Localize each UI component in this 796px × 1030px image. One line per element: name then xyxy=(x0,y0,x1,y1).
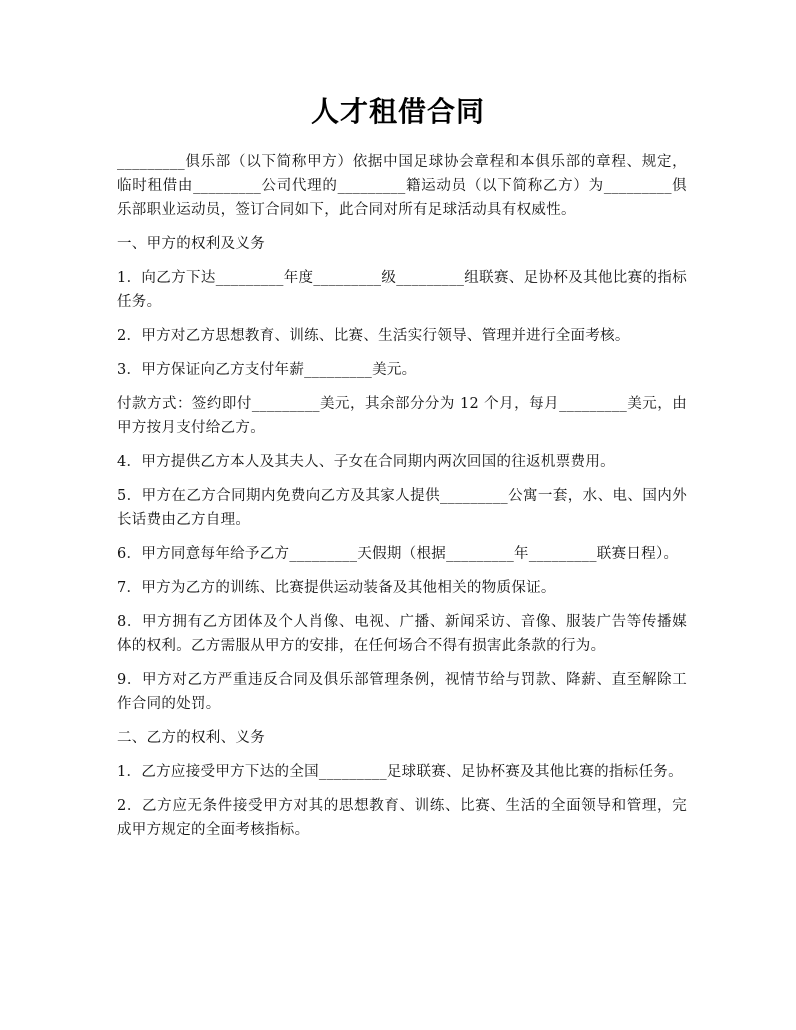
clause-a-2: 2．甲方对乙方思想教育、训练、比赛、生活实行领导、管理并进行全面考核。 xyxy=(117,328,630,344)
section-heading-party-a: 一、甲方的权利及义务 xyxy=(117,236,265,252)
payment-terms: 付款方式：签约即付_________美元，其余部分分为 12 个月，每月_________美元，由甲方按月支付给乙方。 xyxy=(117,396,687,436)
clause-a-4: 4．甲方提供乙方本人及其夫人、子女在合同期内两次回国的往返机票费用。 xyxy=(117,454,615,470)
document-title: 人才租借合同 xyxy=(310,95,485,128)
clause-a-5: 5．甲方在乙方合同期内免费向乙方及其家人提供_________公寓一套，水、电、国内外长话费由乙方自理。 xyxy=(117,488,687,528)
clause-a-6: 6．甲方同意每年给予乙方_________天假期（根据_________年_________联赛日程）。 xyxy=(117,546,679,562)
contract-preamble: _________俱乐部（以下简称甲方）依据中国足球协会章程和本俱乐部的章程、规定，临时租借由_________公司代理的_________籍运动员（以下简称乙方）为_________俱乐部职业运动员，签订合同如下，此合同对所有足球活动具有权威性。 xyxy=(117,154,687,218)
clause-a-3: 3．甲方保证向乙方支付年薪_________美元。 xyxy=(117,362,417,378)
section-heading-party-b: 二、乙方的权利、义务 xyxy=(117,730,265,746)
clause-a-7: 7．甲方为乙方的训练、比赛提供运动装备及其他相关的物质保证。 xyxy=(117,580,556,596)
clause-b-1: 1．乙方应接受甲方下达的全国_________足球联赛、足协杯赛及其他比赛的指标任务。 xyxy=(117,764,683,780)
clause-a-9: 9．甲方对乙方严重违反合同及俱乐部管理条例，视情节给与罚款、降薪、直至解除工作合同的处罚。 xyxy=(117,672,687,712)
clause-a-1: 1．向乙方下达_________年度_________级_________组联赛、足协杯及其他比赛的指标任务。 xyxy=(117,270,687,310)
clause-b-2: 2．乙方应无条件接受甲方对其的思想教育、训练、比赛、生活的全面领导和管理，完成甲方规定的全面考核指标。 xyxy=(117,798,687,838)
document-body xyxy=(117,150,687,852)
clause-a-8: 8．甲方拥有乙方团体及个人肖像、电视、广播、新闻采访、音像、服装广告等传播媒体的权利。乙方需服从甲方的安排，在任何场合不得有损害此条款的行为。 xyxy=(117,614,687,654)
